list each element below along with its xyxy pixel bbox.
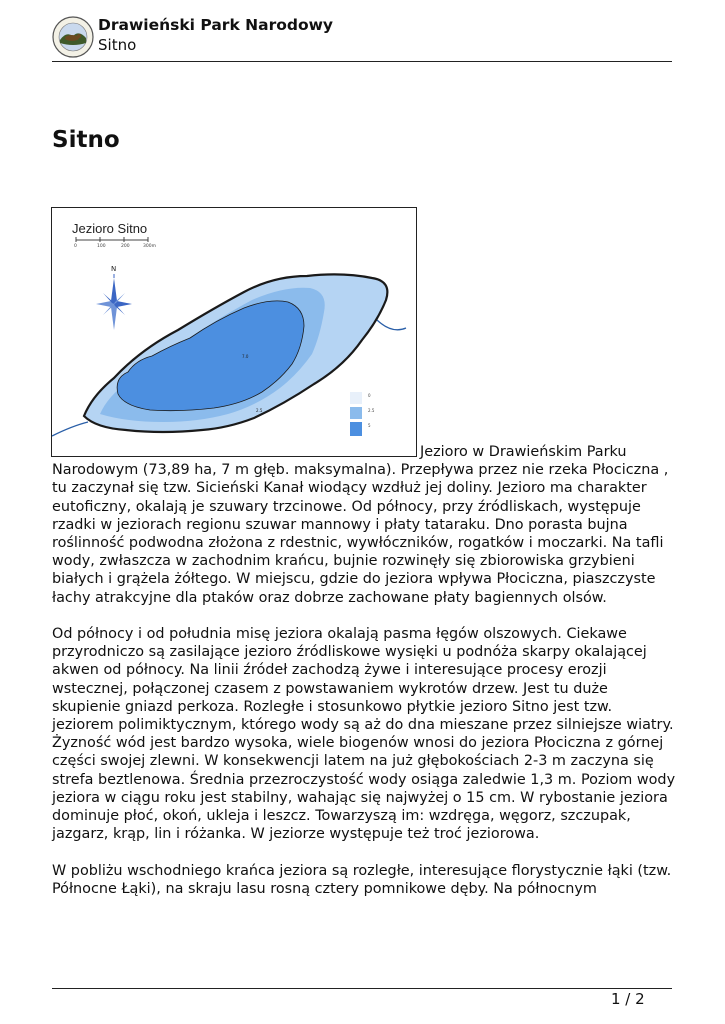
site-title: Drawieński Park Narodowy (98, 16, 334, 34)
legend-label: 0 (368, 393, 371, 398)
header-subtitle: Sitno (98, 36, 137, 54)
lake-map (51, 207, 417, 457)
paragraph: W pobliżu wschodniego krańca jeziora są rozległe, interesujące florystycznie łąki (tzw. Północne Łąki), na skraju lasu rosną cztery pomnikowe dęby. Na północnym (52, 862, 672, 897)
map-title: Jezioro Sitno (72, 221, 148, 236)
park-logo (52, 16, 94, 58)
scale-label: 200 (121, 244, 130, 249)
scale-label: 0 (74, 244, 77, 249)
article-body (52, 443, 677, 916)
scale-label: 100 (97, 244, 106, 249)
map-scale-bar (74, 237, 156, 249)
footer-divider (52, 988, 672, 989)
page-number: 1 / 2 (611, 990, 645, 1008)
page-header (52, 14, 672, 62)
paragraph: Jezioro w Drawieńskim Parku Narodowym (73,89 ha, 7 m głęb. maksymalna). Przepływa przez nie rzeka Płociczna , tu zaczynał się tzw. Sicieński Kanał wiodący wzdłuż jej doliny. Jezioro ma charakter eutoficzny, okalają je szuwary trzcinowe. Od północy, przy źródliskach, występuje rzadki w jeziorach regionu szuwar mannowy i płaty tataraku. Dno porasta bujna roślinność podwodna złożona z rdestnic, wywłóczników, rogatków i moczarki. Na tafli wody, zwłaszcza w zachodnim krańcu, bujnie rozwinęły się zbiorowiska grzybieni białych i grążela żółtego. W miejscu, gdzie do jeziora wpływa Płociczna, piaszczyste łachy atrakcyjne dla ptaków oraz dobrze zachowane płaty bagiennych olsów. (52, 444, 669, 606)
paragraph: Od północy i od południa misę jeziora okalają pasma łęgów olszowych. Ciekawe przyrodniczo są zasilające jezioro źródliskowe wysięki u podnóża skarpy okalającej akwen od północy. Na linii źródeł zachodzą żywe i interesujące procesy erozji wstecznej, połączonej czasem z powstawaniem wykrotów drzew. Jest tu duże skupienie gniazd perkoza. Rozległe i stosunkowo płytkie jezioro Sitno jest tzw. jeziorem polimiktycznym, którego wody są aż do dna mieszane przez silniejsze wiatry. Żyzność wód jest bardzo wysoka, wiele biogenów wnosi do jeziora Płociczna z górnej części swojej zlewni. W konsekwencji latem na już głębokościach 2-3 m zaczyna się strefa beztlenowa. Średnia przezroczystość wody osiąga zaledwie 1,3 m. Poziom wody jeziora w ciągu roku jest stabilny, wahając się najwyżej o 15 cm. W rybostanie jeziora dominuje płoć, okoń, ukleja i leszcz. Towarzyszą im: wzdręga, węgorz, szczupak, jazgarz, krąp, lin i różanka. W jeziorze występuje też troć jeziorowa. (52, 626, 676, 843)
page-title: Sitno (52, 127, 120, 153)
legend-label: 5 (368, 423, 371, 428)
compass-rose-icon (96, 265, 132, 330)
depth-mark: 7.0 (242, 354, 249, 359)
header-divider (52, 61, 672, 62)
legend-label: 2.5 (368, 408, 375, 413)
north-label: N (111, 265, 117, 273)
depth-legend (350, 392, 375, 436)
scale-label: 300m (143, 244, 156, 249)
depth-mark: 2.5 (256, 408, 263, 413)
river-west (52, 422, 88, 436)
river-east (377, 320, 406, 330)
